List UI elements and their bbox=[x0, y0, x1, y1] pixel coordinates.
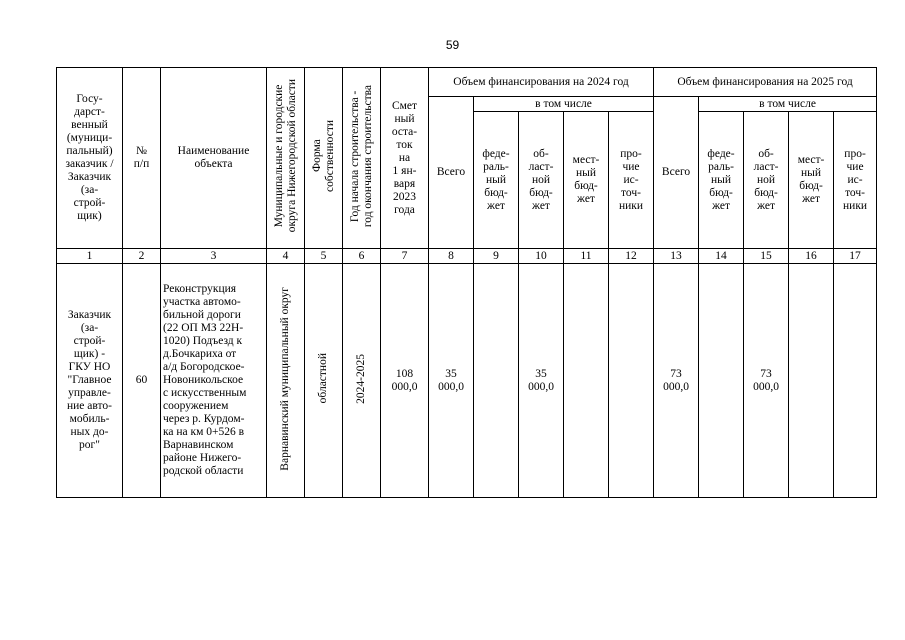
column-number: 16 bbox=[789, 249, 834, 264]
table-row bbox=[57, 264, 877, 498]
header-federal-2024: феде- раль- ный бюд- жет bbox=[474, 112, 519, 249]
header-other-2024: про- чие ис- точ- ники bbox=[609, 112, 654, 249]
header-including-2025: в том числе bbox=[699, 97, 877, 112]
column-number: 7 bbox=[381, 249, 429, 264]
column-number: 2 bbox=[123, 249, 161, 264]
row-municipality bbox=[267, 264, 305, 498]
row-regional-2025: 73 000,0 bbox=[744, 264, 789, 498]
header-index: № п/п bbox=[123, 68, 161, 249]
header-financing-2025: Объем финансирования на 2025 год bbox=[654, 68, 877, 97]
column-number: 6 bbox=[343, 249, 381, 264]
row-customer: Заказчик (за- строй- щик) - ГКУ НО "Главное управле- ние авто- мобиль- ных до- рог" bbox=[57, 264, 123, 498]
row-total-2025: 73 000,0 bbox=[654, 264, 699, 498]
header-including-2024: в том числе bbox=[474, 97, 654, 112]
column-number: 14 bbox=[699, 249, 744, 264]
row-other-2025 bbox=[834, 264, 877, 498]
column-number: 11 bbox=[564, 249, 609, 264]
row-object-name: Реконструкция участка автомо- бильной дороги (22 ОП МЗ 22Н- 1020) Подъезд к д.Бочкариха от а/д Богородское- Новоникольское с искусственным сооружением через р. Курдом- ка на км 0+526 в Варнавинском районе Нижего- родской области bbox=[161, 264, 267, 498]
row-years bbox=[343, 264, 381, 498]
header-total-2025: Всего bbox=[654, 97, 699, 249]
row-regional-2024: 35 000,0 bbox=[519, 264, 564, 498]
row-federal-2024 bbox=[474, 264, 519, 498]
row-local-2024 bbox=[564, 264, 609, 498]
row-estimated-balance: 108 000,0 bbox=[381, 264, 429, 498]
header-ownership bbox=[305, 68, 343, 249]
header-years bbox=[343, 68, 381, 249]
column-number: 4 bbox=[267, 249, 305, 264]
header-other-2025: про- чие ис- точ- ники bbox=[834, 112, 877, 249]
header-financing-2024: Объем финансирования на 2024 год bbox=[429, 68, 654, 97]
header-local-2024: мест- ный бюд- жет bbox=[564, 112, 609, 249]
header-object-name: Наименование объекта bbox=[161, 68, 267, 249]
column-number: 3 bbox=[161, 249, 267, 264]
row-ownership-text: областной bbox=[317, 353, 329, 404]
column-number: 10 bbox=[519, 249, 564, 264]
financing-table bbox=[56, 67, 877, 498]
header-municipality bbox=[267, 68, 305, 249]
header-estimated-balance: Смет ный оста- ток на 1 ян- варя 2023 года bbox=[381, 68, 429, 249]
column-number: 13 bbox=[654, 249, 699, 264]
column-number: 9 bbox=[474, 249, 519, 264]
header-row-1 bbox=[57, 68, 877, 97]
column-number: 8 bbox=[429, 249, 474, 264]
row-index: 60 bbox=[123, 264, 161, 498]
column-number: 15 bbox=[744, 249, 789, 264]
row-other-2024 bbox=[609, 264, 654, 498]
column-number: 12 bbox=[609, 249, 654, 264]
header-ownership-text: Форма собственности bbox=[310, 120, 336, 192]
header-municipality-text: Муниципальные и городские округа Нижегородской области bbox=[272, 79, 298, 233]
column-number: 1 bbox=[57, 249, 123, 264]
header-years-text: Год начала строительства - год окончания строительства bbox=[348, 84, 374, 228]
page-number: 59 bbox=[445, 38, 460, 52]
header-total-2024: Всего bbox=[429, 97, 474, 249]
column-number-row bbox=[57, 249, 877, 264]
header-federal-2025: феде- раль- ный бюд- жет bbox=[699, 112, 744, 249]
header-regional-2024: об- ласт- ной бюд- жет bbox=[519, 112, 564, 249]
header-regional-2025: об- ласт- ной бюд- жет bbox=[744, 112, 789, 249]
row-years-text: 2024-2025 bbox=[355, 353, 367, 404]
row-federal-2025 bbox=[699, 264, 744, 498]
column-number: 17 bbox=[834, 249, 877, 264]
row-ownership bbox=[305, 264, 343, 498]
column-number: 5 bbox=[305, 249, 343, 264]
header-local-2025: мест- ный бюд- жет bbox=[789, 112, 834, 249]
row-municipality-text: Варнавинский муниципальный округ bbox=[279, 286, 291, 471]
header-customer: Госу- дарст- венный (муници- пальный) заказчик / Заказчик (за- строй- щик) bbox=[57, 68, 123, 249]
row-local-2025 bbox=[789, 264, 834, 498]
row-total-2024: 35 000,0 bbox=[429, 264, 474, 498]
